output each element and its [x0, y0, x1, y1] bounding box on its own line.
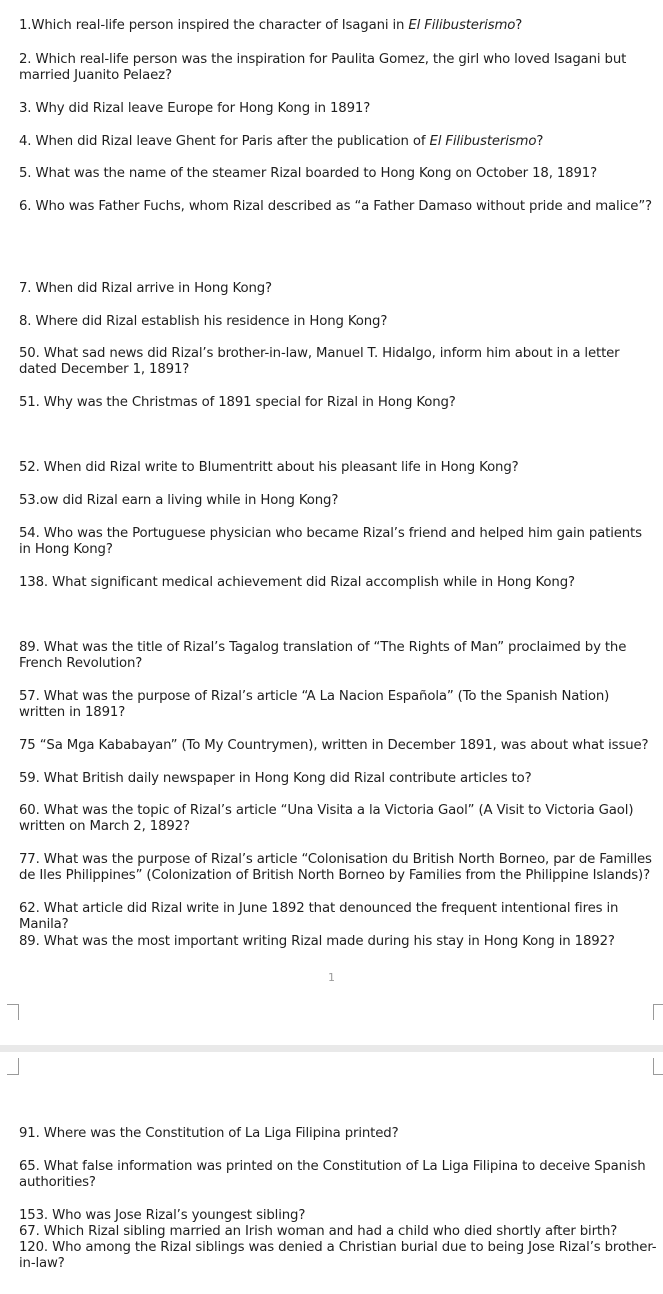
question-2: 2. Which real-life person was the inspiration for Paulita Gomez, the girl who loved Isagani but married Juanito Pelaez?	[19, 52, 627, 83]
question-50: 50. What sad news did Rizal’s brother-in-law, Manuel T. Hidalgo, inform him about in a letter dated December 1, 1891?	[19, 346, 620, 377]
question-65: 65. What false information was printed on the Constitution of La Liga Filipina to deceive Spanish authorities?	[19, 1159, 646, 1190]
page-number: 1	[328, 971, 335, 984]
document-page-2	[0, 1052, 663, 1294]
question-5: 5. What was the name of the steamer Rizal boarded to Hong Kong on October 18, 1891?	[19, 166, 597, 181]
question-4: 4. When did Rizal leave Ghent for Paris after the publication of El Filibusterismo?	[19, 134, 544, 149]
question-1: 1.Which real-life person inspired the character of Isagani in El Filibusterismo?	[19, 18, 523, 33]
question-138: 138. What significant medical achievement did Rizal accomplish while in Hong Kong?	[19, 575, 575, 590]
question-67: 67. Which Rizal sibling married an Irish woman and had a child who died shortly after birth?	[19, 1224, 618, 1239]
question-77: 77. What was the purpose of Rizal’s article “Colonisation du British North Borneo, par de Familles de Iles Philippines” (Colonization of British North Borneo by Families from the Philippine Islands)?	[19, 852, 652, 883]
page-corner-mark	[7, 1004, 19, 1020]
question-59: 59. What British daily newspaper in Hong Kong did Rizal contribute articles to?	[19, 771, 532, 786]
question-91: 91. Where was the Constitution of La Liga Filipina printed?	[19, 1126, 399, 1141]
page-corner-mark	[653, 1058, 663, 1075]
question-153: 153. Who was Jose Rizal’s youngest sibling?	[19, 1208, 306, 1223]
question-57: 57. What was the purpose of Rizal’s article “A La Nacion Española” (To the Spanish Nation) written in 1891?	[19, 689, 610, 720]
page-separator	[0, 1045, 663, 1052]
question-89-title: 89. What was the title of Rizal’s Tagalog translation of “The Rights of Man” proclaimed by the French Revolution?	[19, 640, 627, 671]
question-120: 120. Who among the Rizal siblings was denied a Christian burial due to being Jose Rizal’s brother-in-law?	[19, 1240, 657, 1271]
book-title: El Filibusterismo	[429, 134, 537, 149]
question-8: 8. Where did Rizal establish his residence in Hong Kong?	[19, 314, 388, 329]
question-3: 3. Why did Rizal leave Europe for Hong Kong in 1891?	[19, 101, 371, 116]
page-corner-mark	[7, 1058, 19, 1075]
question-60: 60. What was the topic of Rizal’s article “Una Visita a la Victoria Gaol” (A Visit to Victoria Gaol) written on March 2, 1892?	[19, 803, 634, 834]
question-7: 7. When did Rizal arrive in Hong Kong?	[19, 281, 272, 296]
question-52: 52. When did Rizal write to Blumentritt about his pleasant life in Hong Kong?	[19, 460, 519, 475]
question-62: 62. What article did Rizal write in June 1892 that denounced the frequent intentional fires in Manila?	[19, 901, 619, 932]
question-6: 6. Who was Father Fuchs, whom Rizal described as “a Father Damaso without pride and malice”?	[19, 199, 652, 214]
page-corner-mark	[653, 1004, 663, 1020]
question-89-writing: 89. What was the most important writing Rizal made during his stay in Hong Kong in 1892?	[19, 934, 615, 949]
question-51: 51. Why was the Christmas of 1891 special for Rizal in Hong Kong?	[19, 395, 456, 410]
question-75: 75 “Sa Mga Kababayan” (To My Countrymen), written in December 1891, was about what issue?	[19, 738, 649, 753]
question-53: 53.ow did Rizal earn a living while in Hong Kong?	[19, 493, 339, 508]
question-54: 54. Who was the Portuguese physician who became Rizal’s friend and helped him gain patients in Hong Kong?	[19, 526, 642, 557]
book-title: El Filibusterismo	[408, 18, 516, 33]
